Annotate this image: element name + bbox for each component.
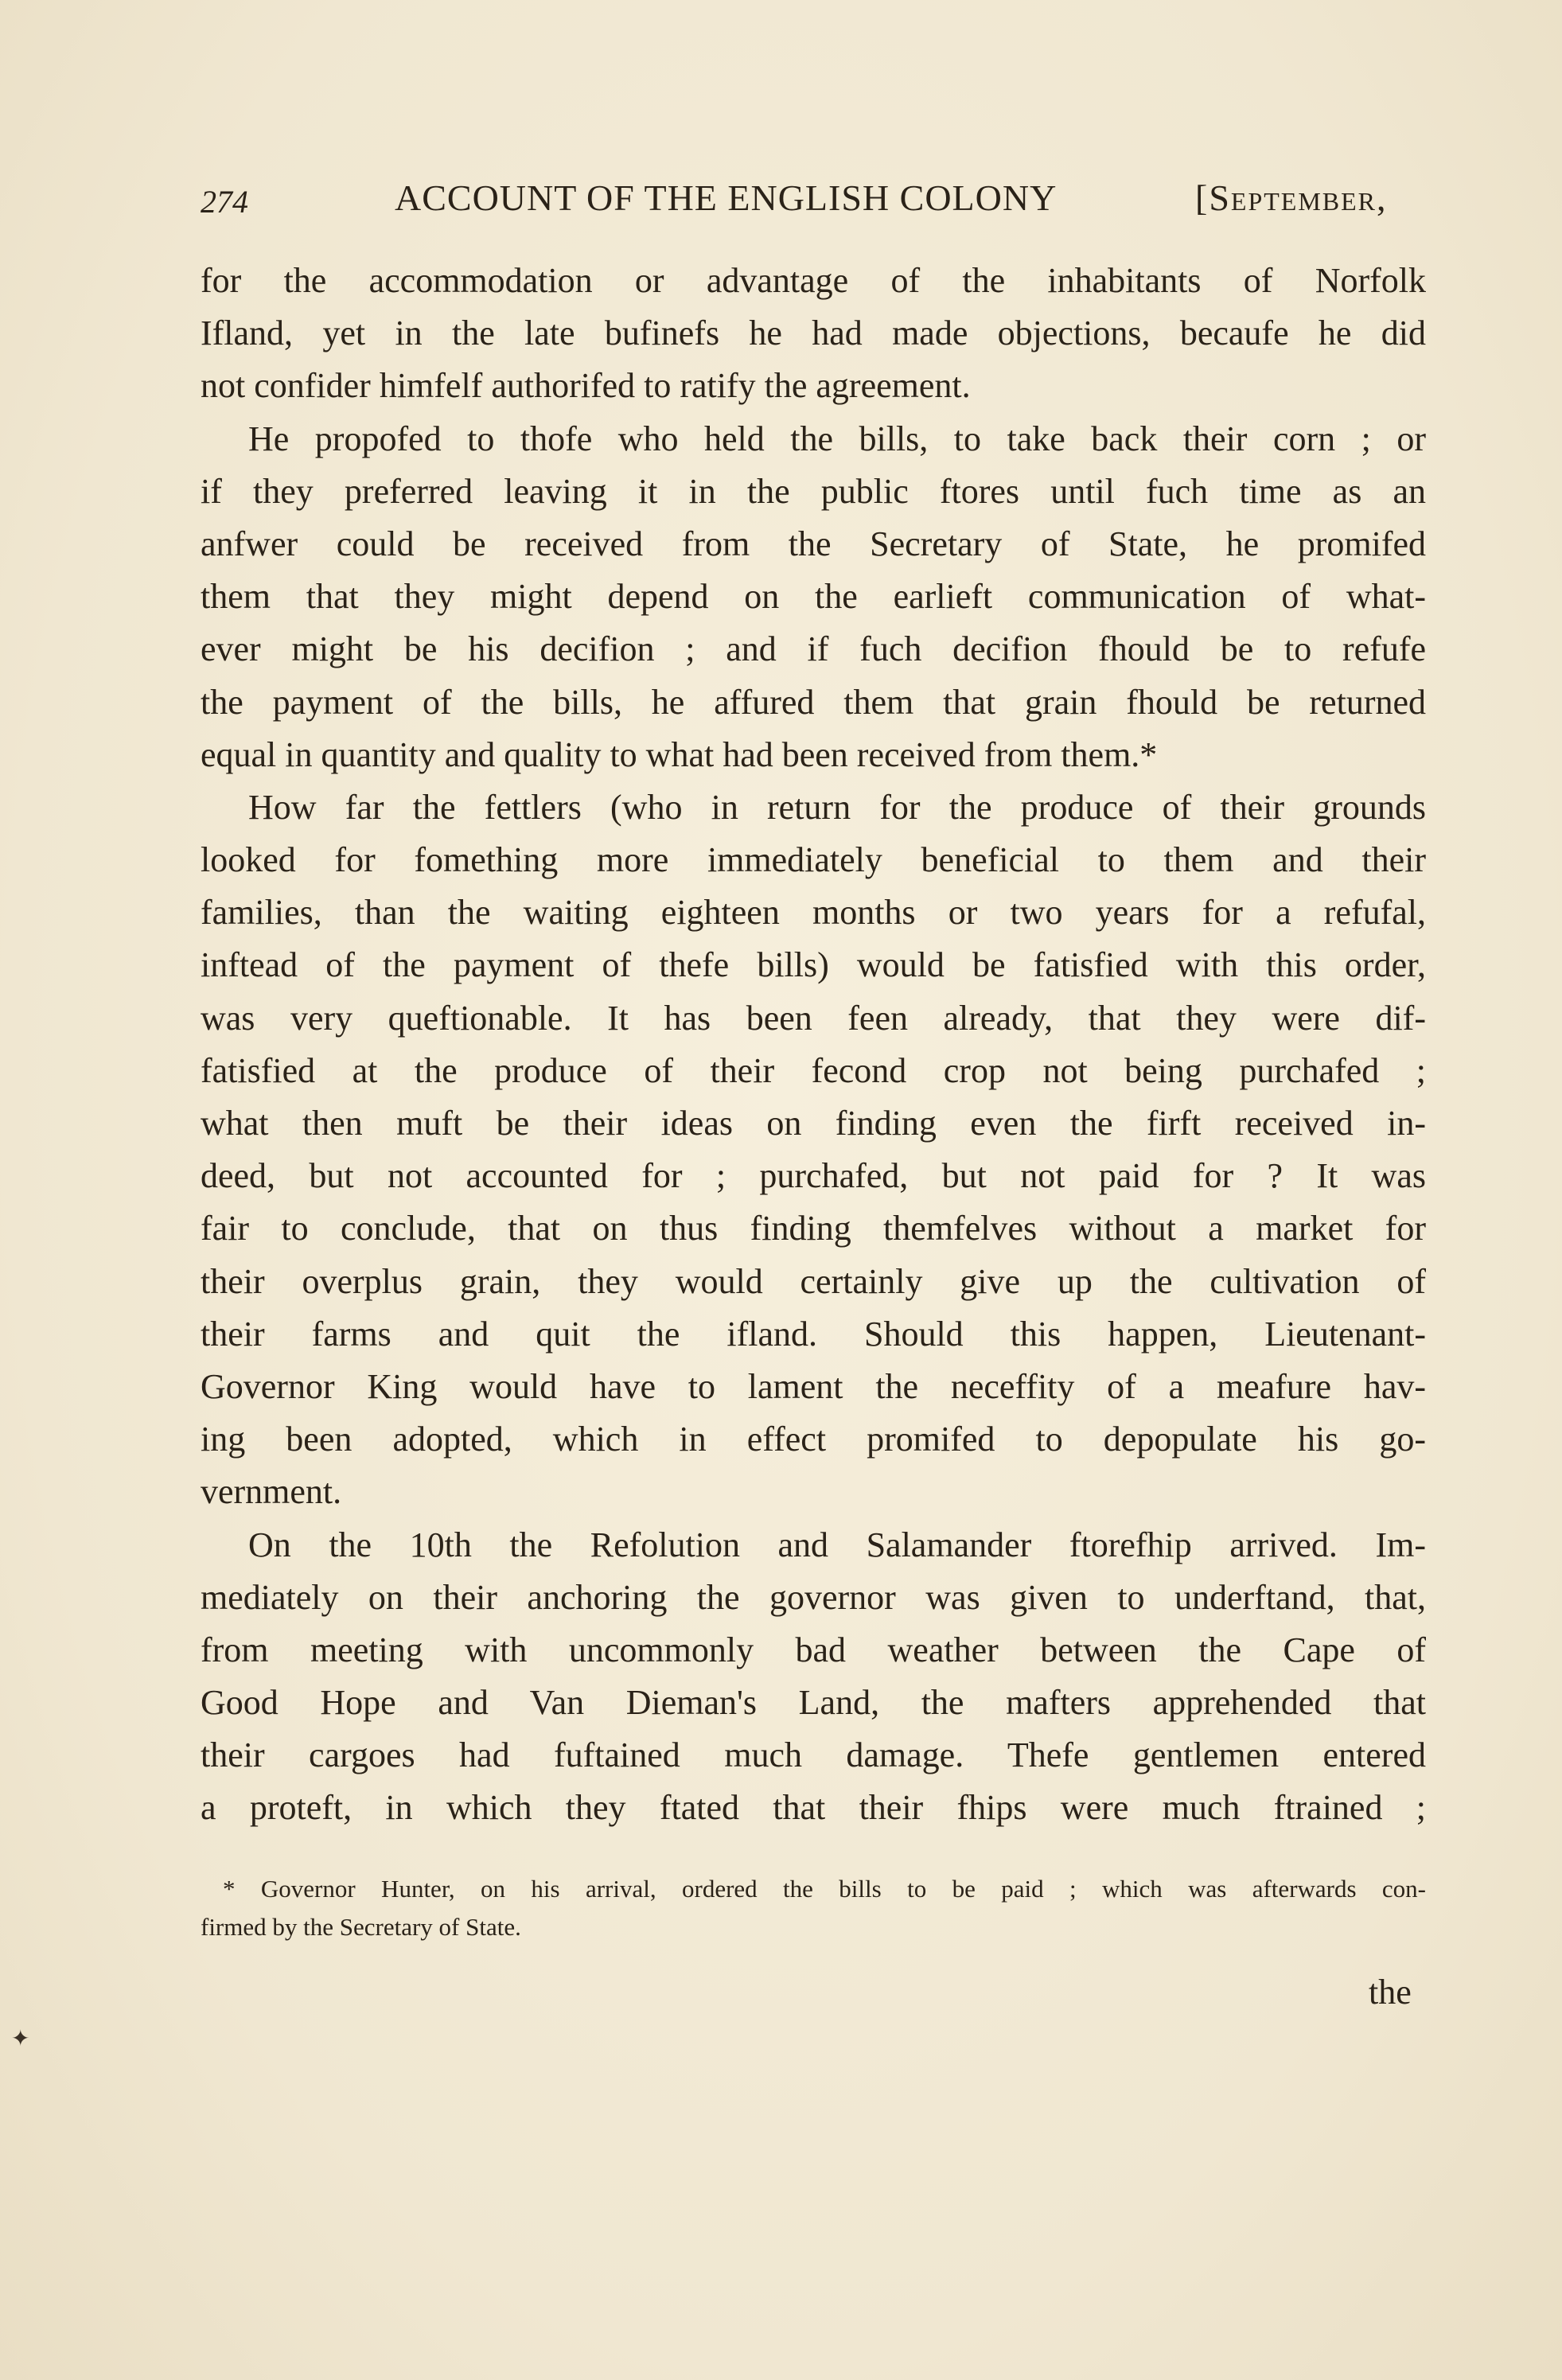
- text-line: their farms and quit the ifland. Should this happen, Lieutenant-: [201, 1314, 1426, 1354]
- body-text: [201, 255, 1426, 1835]
- text-line: How far the fettlers (who in return for the produce of their grounds: [248, 787, 1426, 827]
- text-line: what then muft be their ideas on finding even the firft received in-: [201, 1104, 1426, 1143]
- text-line: their cargoes had fuftained much damage. Thefe gentlemen entered: [201, 1735, 1426, 1775]
- text-line: not confider himfelf authorifed to ratify the agreement.: [201, 366, 971, 406]
- text-line: for the accommodation or advantage of the inhabitants of Norfolk: [201, 261, 1426, 300]
- running-month: [September,: [1195, 177, 1388, 218]
- text-line: families, than the waiting eighteen months or two years for a refufal,: [201, 893, 1426, 933]
- text-line: from meeting with uncommonly bad weather between the Cape of: [201, 1630, 1426, 1669]
- text-line: ing been adopted, which in effect promifed to depopulate his go-: [201, 1420, 1426, 1459]
- text-line: their overplus grain, they would certainly give up the cultivation of: [201, 1261, 1426, 1301]
- text-line: equal in quantity and quality to what had been received from them.*: [201, 734, 1158, 774]
- text-line: He propofed to thofe who held the bills, to take back their corn ; or: [248, 419, 1426, 458]
- text-line: Governor King would have to lament the neceffity of a meafure hav-: [201, 1366, 1426, 1406]
- text-line: Good Hope and Van Dieman's Land, the mafters apprehended that: [201, 1683, 1426, 1723]
- footnote-line: * Governor Hunter, on his arrival, ordered the bills to be paid ; which was afterwards con-: [223, 1875, 1426, 1903]
- page-number: 274: [201, 184, 248, 220]
- text-line: a proteft, in which they ftated that their fhips were much ftrained ;: [201, 1788, 1426, 1828]
- footnote: [201, 1870, 1426, 1946]
- catchword: the: [1369, 1973, 1412, 2012]
- text-line: the payment of the bills, he affured them that grain fhould be returned: [201, 682, 1426, 722]
- running-title: ACCOUNT OF THE ENGLISH COLONY: [395, 177, 1058, 218]
- text-line: was very queftionable. It has been feen already, that they were dif-: [201, 998, 1426, 1038]
- text-line: On the 10th the Refolution and Salamander ftorefhip arrived. Im-: [248, 1525, 1426, 1564]
- text-line: looked for fomething more immediately beneficial to them and their: [201, 840, 1426, 880]
- text-line: them that they might depend on the earlieft communication of what-: [201, 577, 1426, 617]
- printer-mark-icon: ✦: [11, 2027, 30, 2051]
- text-line: vernment.: [201, 1472, 342, 1512]
- text-line: deed, but not accounted for ; purchafed, but not paid for ? It was: [201, 1156, 1426, 1196]
- text-line: ever might be his decifion ; and if fuch decifion fhould be to refufe: [201, 629, 1426, 669]
- text-line: Ifland, yet in the late bufinefs he had made objections, becaufe he did: [201, 314, 1426, 353]
- text-line: inftead of the payment of thefe bills) would be fatisfied with this order,: [201, 945, 1426, 985]
- text-line: if they preferred leaving it in the public ftores until fuch time as an: [201, 471, 1426, 511]
- text-line: fatisfied at the produce of their fecond crop not being purchafed ;: [201, 1050, 1426, 1090]
- footnote-line: firmed by the Secretary of State.: [201, 1913, 521, 1941]
- text-line: mediately on their anchoring the governor was given to underftand, that,: [201, 1577, 1426, 1617]
- text-line: anfwer could be received from the Secretary of State, he promifed: [201, 524, 1426, 563]
- running-head: [201, 177, 1442, 224]
- text-line: fair to conclude, that on thus finding themfelves without a market for: [201, 1209, 1426, 1248]
